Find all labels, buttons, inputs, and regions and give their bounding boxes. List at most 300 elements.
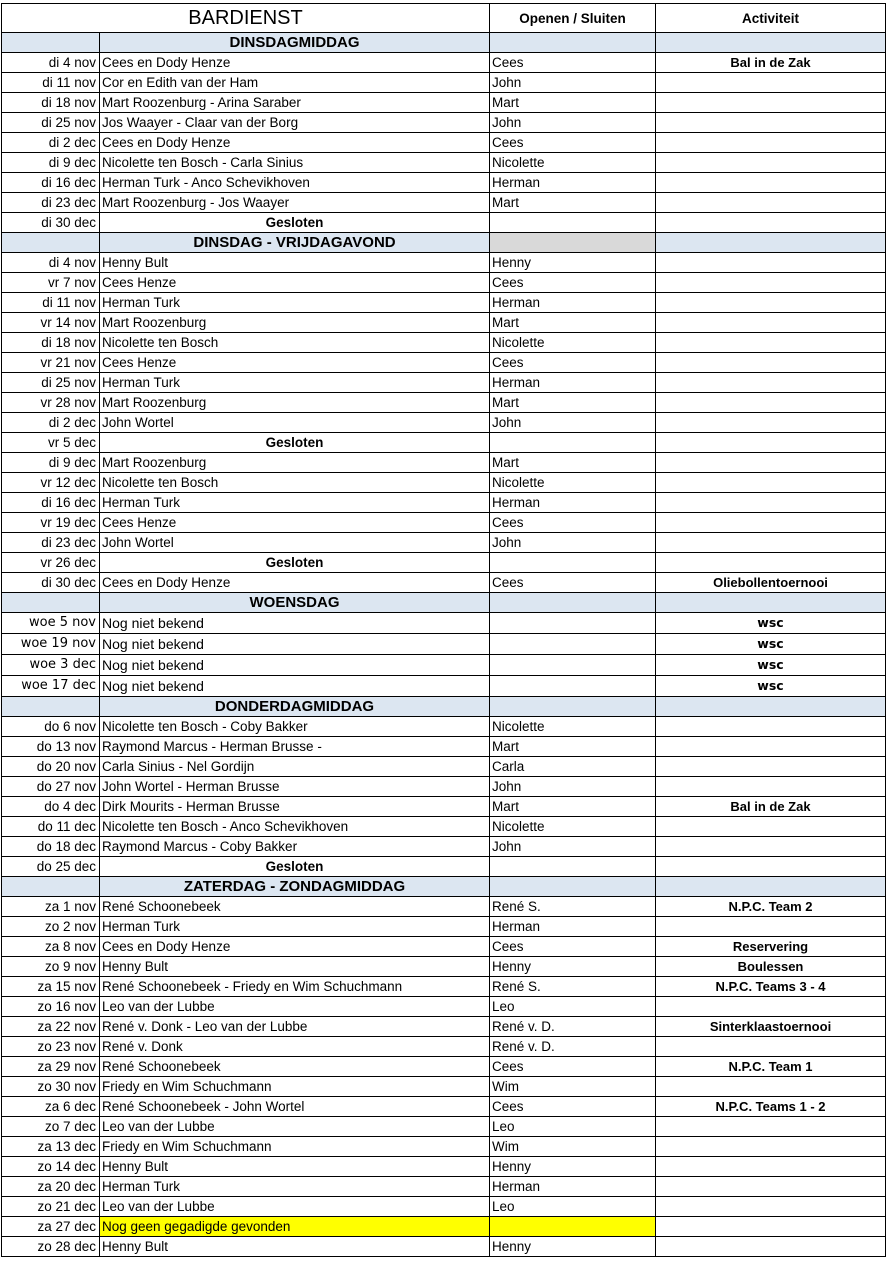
schedule-row bbox=[2, 957, 886, 977]
bartender-name: Herman Turk bbox=[100, 373, 490, 393]
activity-cell bbox=[656, 917, 886, 937]
bartender-name: John Wortel bbox=[100, 413, 490, 433]
date-cell: di 30 dec bbox=[2, 213, 100, 233]
date-cell: za 1 nov bbox=[2, 897, 100, 917]
section-header-row bbox=[2, 593, 886, 613]
open-close-person: René S. bbox=[490, 977, 656, 997]
activity-cell bbox=[656, 293, 886, 313]
page-title: BARDIENST bbox=[2, 4, 490, 33]
schedule-row bbox=[2, 613, 886, 634]
date-cell: do 18 dec bbox=[2, 837, 100, 857]
date-cell: di 16 dec bbox=[2, 493, 100, 513]
activity-cell bbox=[656, 1237, 886, 1257]
section-open-cell bbox=[490, 33, 656, 53]
section-header-row bbox=[2, 33, 886, 53]
bardienst-schedule-table bbox=[1, 3, 886, 1257]
schedule-row bbox=[2, 553, 886, 573]
date-cell: zo 23 nov bbox=[2, 1037, 100, 1057]
bartender-name: Herman Turk bbox=[100, 293, 490, 313]
schedule-row bbox=[2, 353, 886, 373]
bartender-name: Cees en Dody Henze bbox=[100, 53, 490, 73]
bartender-name: Mart Roozenburg bbox=[100, 393, 490, 413]
open-close-person: Cees bbox=[490, 53, 656, 73]
open-close-person: Herman bbox=[490, 917, 656, 937]
schedule-row bbox=[2, 1077, 886, 1097]
activity-cell bbox=[656, 153, 886, 173]
schedule-row bbox=[2, 253, 886, 273]
bartender-name: Jos Waayer - Claar van der Borg bbox=[100, 113, 490, 133]
open-close-person: Leo bbox=[490, 1197, 656, 1217]
activity-cell bbox=[656, 1217, 886, 1237]
activity-cell bbox=[656, 1117, 886, 1137]
open-close-person bbox=[490, 676, 656, 697]
schedule-row bbox=[2, 413, 886, 433]
bartender-name: Herman Turk bbox=[100, 493, 490, 513]
open-close-person bbox=[490, 857, 656, 877]
bartender-name: Mart Roozenburg - Arina Saraber bbox=[100, 93, 490, 113]
activity-cell bbox=[656, 133, 886, 153]
open-close-person: René v. D. bbox=[490, 1017, 656, 1037]
open-close-person: John bbox=[490, 413, 656, 433]
section-spacer-cell bbox=[2, 233, 100, 253]
open-close-person: Nicolette bbox=[490, 333, 656, 353]
open-close-person: René v. D. bbox=[490, 1037, 656, 1057]
activity-cell: wsc bbox=[656, 634, 886, 655]
schedule-row bbox=[2, 1157, 886, 1177]
open-close-person: John bbox=[490, 533, 656, 553]
open-close-person: Carla bbox=[490, 757, 656, 777]
schedule-body bbox=[2, 4, 886, 1257]
closed-label: Gesloten bbox=[100, 857, 490, 877]
activity-cell bbox=[656, 493, 886, 513]
schedule-row bbox=[2, 817, 886, 837]
open-close-person bbox=[490, 433, 656, 453]
date-cell: zo 14 dec bbox=[2, 1157, 100, 1177]
schedule-row bbox=[2, 393, 886, 413]
schedule-row bbox=[2, 1137, 886, 1157]
date-cell: za 20 dec bbox=[2, 1177, 100, 1197]
date-cell: vr 14 nov bbox=[2, 313, 100, 333]
schedule-row bbox=[2, 777, 886, 797]
activity-cell bbox=[656, 1137, 886, 1157]
date-cell: do 11 dec bbox=[2, 817, 100, 837]
activity-cell bbox=[656, 717, 886, 737]
schedule-row bbox=[2, 1117, 886, 1137]
activity-cell bbox=[656, 333, 886, 353]
schedule-row bbox=[2, 1237, 886, 1257]
activity-cell: Reservering bbox=[656, 937, 886, 957]
section-title: DINSDAG - VRIJDAGAVOND bbox=[100, 233, 490, 253]
activity-cell bbox=[656, 777, 886, 797]
open-close-person: Cees bbox=[490, 353, 656, 373]
open-close-person: Mart bbox=[490, 93, 656, 113]
bartender-name: Cees Henze bbox=[100, 353, 490, 373]
activity-cell bbox=[656, 737, 886, 757]
section-spacer-cell bbox=[2, 593, 100, 613]
section-activity-cell bbox=[656, 877, 886, 897]
open-close-person: Henny bbox=[490, 253, 656, 273]
schedule-row bbox=[2, 173, 886, 193]
open-close-person: Cees bbox=[490, 273, 656, 293]
open-close-person: John bbox=[490, 837, 656, 857]
date-cell: di 11 nov bbox=[2, 73, 100, 93]
activity-cell bbox=[656, 473, 886, 493]
bartender-name: Carla Sinius - Nel Gordijn bbox=[100, 757, 490, 777]
open-close-person: John bbox=[490, 113, 656, 133]
section-activity-cell bbox=[656, 33, 886, 53]
open-close-person bbox=[490, 213, 656, 233]
activity-cell bbox=[656, 313, 886, 333]
bartender-name: Henny Bult bbox=[100, 1157, 490, 1177]
open-close-person: Mart bbox=[490, 393, 656, 413]
schedule-row bbox=[2, 634, 886, 655]
section-header-row bbox=[2, 697, 886, 717]
open-close-person: Henny bbox=[490, 957, 656, 977]
section-activity-cell bbox=[656, 593, 886, 613]
date-cell: do 25 dec bbox=[2, 857, 100, 877]
bartender-name: John Wortel - Herman Brusse bbox=[100, 777, 490, 797]
activity-cell bbox=[656, 513, 886, 533]
open-close-person: Leo bbox=[490, 1117, 656, 1137]
schedule-row bbox=[2, 797, 886, 817]
bartender-name: Nog niet bekend bbox=[100, 676, 490, 697]
date-cell: di 4 nov bbox=[2, 253, 100, 273]
date-cell: zo 16 nov bbox=[2, 997, 100, 1017]
open-close-person: Leo bbox=[490, 997, 656, 1017]
bartender-name: Nicolette ten Bosch - Anco Schevikhoven bbox=[100, 817, 490, 837]
date-cell: do 4 dec bbox=[2, 797, 100, 817]
bartender-name: Leo van der Lubbe bbox=[100, 1117, 490, 1137]
bartender-name: Henny Bult bbox=[100, 253, 490, 273]
date-cell: za 27 dec bbox=[2, 1217, 100, 1237]
schedule-row bbox=[2, 676, 886, 697]
schedule-row bbox=[2, 493, 886, 513]
open-close-person: Mart bbox=[490, 737, 656, 757]
date-cell: zo 28 dec bbox=[2, 1237, 100, 1257]
date-cell: vr 21 nov bbox=[2, 353, 100, 373]
date-cell: zo 30 nov bbox=[2, 1077, 100, 1097]
column-header-activity: Activiteit bbox=[656, 4, 886, 33]
open-close-person: Herman bbox=[490, 493, 656, 513]
open-close-person: Nicolette bbox=[490, 817, 656, 837]
activity-cell: N.P.C. Teams 1 - 2 bbox=[656, 1097, 886, 1117]
section-spacer-cell bbox=[2, 877, 100, 897]
open-close-person: Herman bbox=[490, 373, 656, 393]
date-cell: za 13 dec bbox=[2, 1137, 100, 1157]
activity-cell: Bal in de Zak bbox=[656, 53, 886, 73]
date-cell: za 6 dec bbox=[2, 1097, 100, 1117]
schedule-row bbox=[2, 1177, 886, 1197]
open-close-person: Cees bbox=[490, 1057, 656, 1077]
open-close-person: Cees bbox=[490, 133, 656, 153]
schedule-row bbox=[2, 573, 886, 593]
schedule-row bbox=[2, 93, 886, 113]
open-close-person: Cees bbox=[490, 513, 656, 533]
bartender-name: Cor en Edith van der Ham bbox=[100, 73, 490, 93]
schedule-row bbox=[2, 737, 886, 757]
bartender-name: Cees en Dody Henze bbox=[100, 133, 490, 153]
activity-cell bbox=[656, 413, 886, 433]
schedule-row bbox=[2, 73, 886, 93]
closed-label: Gesloten bbox=[100, 213, 490, 233]
open-close-person bbox=[490, 613, 656, 634]
schedule-row bbox=[2, 757, 886, 777]
date-cell: vr 5 dec bbox=[2, 433, 100, 453]
date-cell: do 20 nov bbox=[2, 757, 100, 777]
date-cell: vr 26 dec bbox=[2, 553, 100, 573]
date-cell: vr 12 dec bbox=[2, 473, 100, 493]
schedule-row bbox=[2, 937, 886, 957]
bartender-name: Nog niet bekend bbox=[100, 613, 490, 634]
open-close-person: Mart bbox=[490, 797, 656, 817]
section-title: WOENSDAG bbox=[100, 593, 490, 613]
open-close-person: Mart bbox=[490, 193, 656, 213]
section-open-cell bbox=[490, 697, 656, 717]
section-title: ZATERDAG - ZONDAGMIDDAG bbox=[100, 877, 490, 897]
schedule-row bbox=[2, 977, 886, 997]
bartender-name: Cees Henze bbox=[100, 513, 490, 533]
date-cell: di 23 dec bbox=[2, 193, 100, 213]
schedule-row bbox=[2, 453, 886, 473]
closed-label: Gesloten bbox=[100, 433, 490, 453]
open-close-person: Nicolette bbox=[490, 717, 656, 737]
activity-cell bbox=[656, 113, 886, 133]
bartender-name: Henny Bult bbox=[100, 1237, 490, 1257]
date-cell: za 15 nov bbox=[2, 977, 100, 997]
bartender-name: Cees Henze bbox=[100, 273, 490, 293]
bartender-name: Dirk Mourits - Herman Brusse bbox=[100, 797, 490, 817]
open-close-person: Nicolette bbox=[490, 153, 656, 173]
activity-cell: Oliebollentoernooi bbox=[656, 573, 886, 593]
section-spacer-cell bbox=[2, 33, 100, 53]
bartender-name: René Schoonebeek - Friedy en Wim Schuchmann bbox=[100, 977, 490, 997]
date-cell: woe 19 nov bbox=[2, 634, 100, 655]
activity-cell bbox=[656, 73, 886, 93]
activity-cell: wsc bbox=[656, 655, 886, 676]
schedule-row bbox=[2, 473, 886, 493]
date-cell: di 16 dec bbox=[2, 173, 100, 193]
schedule-row bbox=[2, 717, 886, 737]
bartender-name: Nog geen gegadigde gevonden bbox=[100, 1217, 490, 1237]
section-header-row bbox=[2, 877, 886, 897]
open-close-person: Cees bbox=[490, 937, 656, 957]
section-open-cell bbox=[490, 877, 656, 897]
open-close-person: Herman bbox=[490, 173, 656, 193]
activity-cell bbox=[656, 817, 886, 837]
activity-cell: N.P.C. Team 1 bbox=[656, 1057, 886, 1077]
activity-cell: Boulessen bbox=[656, 957, 886, 977]
activity-cell bbox=[656, 253, 886, 273]
date-cell: di 30 dec bbox=[2, 573, 100, 593]
schedule-row bbox=[2, 133, 886, 153]
bartender-name: Nicolette ten Bosch bbox=[100, 473, 490, 493]
schedule-row bbox=[2, 897, 886, 917]
schedule-row bbox=[2, 273, 886, 293]
schedule-row bbox=[2, 113, 886, 133]
date-cell: vr 28 nov bbox=[2, 393, 100, 413]
bartender-name: René v. Donk bbox=[100, 1037, 490, 1057]
date-cell: di 25 nov bbox=[2, 373, 100, 393]
date-cell: di 25 nov bbox=[2, 113, 100, 133]
section-header-row bbox=[2, 233, 886, 253]
date-cell: zo 9 nov bbox=[2, 957, 100, 977]
open-close-person: Herman bbox=[490, 293, 656, 313]
schedule-row bbox=[2, 153, 886, 173]
date-cell: zo 7 dec bbox=[2, 1117, 100, 1137]
date-cell: di 2 dec bbox=[2, 413, 100, 433]
activity-cell bbox=[656, 757, 886, 777]
open-close-person: Henny bbox=[490, 1237, 656, 1257]
open-close-person: Wim bbox=[490, 1137, 656, 1157]
date-cell: do 6 nov bbox=[2, 717, 100, 737]
open-close-person: Nicolette bbox=[490, 473, 656, 493]
header-row bbox=[2, 4, 886, 33]
open-close-person: Cees bbox=[490, 573, 656, 593]
date-cell: do 13 nov bbox=[2, 737, 100, 757]
activity-cell: wsc bbox=[656, 613, 886, 634]
bartender-name: Herman Turk - Anco Schevikhoven bbox=[100, 173, 490, 193]
schedule-row bbox=[2, 293, 886, 313]
open-close-person bbox=[490, 634, 656, 655]
date-cell: di 2 dec bbox=[2, 133, 100, 153]
schedule-row bbox=[2, 193, 886, 213]
schedule-row bbox=[2, 1217, 886, 1237]
activity-cell bbox=[656, 1197, 886, 1217]
activity-cell bbox=[656, 193, 886, 213]
activity-cell bbox=[656, 393, 886, 413]
date-cell: di 11 nov bbox=[2, 293, 100, 313]
date-cell: di 9 dec bbox=[2, 153, 100, 173]
bartender-name: Herman Turk bbox=[100, 917, 490, 937]
bartender-name: Raymond Marcus - Coby Bakker bbox=[100, 837, 490, 857]
open-close-person: Cees bbox=[490, 1097, 656, 1117]
schedule-row bbox=[2, 333, 886, 353]
date-cell: di 4 nov bbox=[2, 53, 100, 73]
activity-cell bbox=[656, 353, 886, 373]
schedule-row bbox=[2, 513, 886, 533]
bartender-name: Mart Roozenburg bbox=[100, 313, 490, 333]
activity-cell: N.P.C. Teams 3 - 4 bbox=[656, 977, 886, 997]
activity-cell bbox=[656, 997, 886, 1017]
activity-cell bbox=[656, 837, 886, 857]
bartender-name: René v. Donk - Leo van der Lubbe bbox=[100, 1017, 490, 1037]
schedule-row bbox=[2, 1037, 886, 1057]
bartender-name: Herman Turk bbox=[100, 1177, 490, 1197]
bartender-name: Mart Roozenburg bbox=[100, 453, 490, 473]
section-title: DINSDAGMIDDAG bbox=[100, 33, 490, 53]
open-close-person: Mart bbox=[490, 453, 656, 473]
bartender-name: René Schoonebeek - John Wortel bbox=[100, 1097, 490, 1117]
section-open-cell bbox=[490, 593, 656, 613]
activity-cell bbox=[656, 453, 886, 473]
date-cell: woe 3 dec bbox=[2, 655, 100, 676]
open-close-person: John bbox=[490, 777, 656, 797]
date-cell: di 9 dec bbox=[2, 453, 100, 473]
activity-cell bbox=[656, 1037, 886, 1057]
date-cell: zo 2 nov bbox=[2, 917, 100, 937]
schedule-row bbox=[2, 1197, 886, 1217]
date-cell: di 18 nov bbox=[2, 333, 100, 353]
bartender-name: Raymond Marcus - Herman Brusse - bbox=[100, 737, 490, 757]
activity-cell bbox=[656, 1077, 886, 1097]
activity-cell bbox=[656, 93, 886, 113]
schedule-row bbox=[2, 655, 886, 676]
date-cell: di 23 dec bbox=[2, 533, 100, 553]
column-header-open-close: Openen / Sluiten bbox=[490, 4, 656, 33]
bartender-name: Friedy en Wim Schuchmann bbox=[100, 1137, 490, 1157]
bartender-name: René Schoonebeek bbox=[100, 1057, 490, 1077]
activity-cell bbox=[656, 857, 886, 877]
schedule-row bbox=[2, 433, 886, 453]
date-cell: woe 5 nov bbox=[2, 613, 100, 634]
bartender-name: Cees en Dody Henze bbox=[100, 937, 490, 957]
date-cell: zo 21 dec bbox=[2, 1197, 100, 1217]
schedule-row bbox=[2, 373, 886, 393]
closed-label: Gesloten bbox=[100, 553, 490, 573]
schedule-row bbox=[2, 1097, 886, 1117]
date-cell: vr 7 nov bbox=[2, 273, 100, 293]
date-cell: za 8 nov bbox=[2, 937, 100, 957]
open-close-person: Henny bbox=[490, 1157, 656, 1177]
bartender-name: Leo van der Lubbe bbox=[100, 1197, 490, 1217]
open-close-person: René S. bbox=[490, 897, 656, 917]
activity-cell bbox=[656, 433, 886, 453]
bartender-name: Nog niet bekend bbox=[100, 634, 490, 655]
activity-cell bbox=[656, 1177, 886, 1197]
bartender-name: Mart Roozenburg - Jos Waayer bbox=[100, 193, 490, 213]
schedule-row bbox=[2, 857, 886, 877]
date-cell: za 22 nov bbox=[2, 1017, 100, 1037]
schedule-row bbox=[2, 1017, 886, 1037]
activity-cell bbox=[656, 273, 886, 293]
bartender-name: Henny Bult bbox=[100, 957, 490, 977]
date-cell: vr 19 dec bbox=[2, 513, 100, 533]
activity-cell: Sinterklaastoernooi bbox=[656, 1017, 886, 1037]
section-spacer-cell bbox=[2, 697, 100, 717]
activity-cell bbox=[656, 533, 886, 553]
section-open-cell bbox=[490, 233, 656, 253]
activity-cell bbox=[656, 373, 886, 393]
section-activity-cell bbox=[656, 233, 886, 253]
section-activity-cell bbox=[656, 697, 886, 717]
activity-cell bbox=[656, 1157, 886, 1177]
bartender-name: Leo van der Lubbe bbox=[100, 997, 490, 1017]
activity-cell bbox=[656, 173, 886, 193]
open-close-person: Wim bbox=[490, 1077, 656, 1097]
schedule-row bbox=[2, 213, 886, 233]
bartender-name: Friedy en Wim Schuchmann bbox=[100, 1077, 490, 1097]
open-close-person: John bbox=[490, 73, 656, 93]
section-title: DONDERDAGMIDDAG bbox=[100, 697, 490, 717]
schedule-row bbox=[2, 837, 886, 857]
bartender-name: Nicolette ten Bosch - Carla Sinius bbox=[100, 153, 490, 173]
bartender-name: Nicolette ten Bosch bbox=[100, 333, 490, 353]
open-close-person: Herman bbox=[490, 1177, 656, 1197]
activity-cell: Bal in de Zak bbox=[656, 797, 886, 817]
bartender-name: John Wortel bbox=[100, 533, 490, 553]
activity-cell: wsc bbox=[656, 676, 886, 697]
bartender-name: Cees en Dody Henze bbox=[100, 573, 490, 593]
open-close-person bbox=[490, 553, 656, 573]
schedule-row bbox=[2, 53, 886, 73]
schedule-row bbox=[2, 1057, 886, 1077]
bartender-name: René Schoonebeek bbox=[100, 897, 490, 917]
open-close-person: Mart bbox=[490, 313, 656, 333]
date-cell: do 27 nov bbox=[2, 777, 100, 797]
activity-cell bbox=[656, 553, 886, 573]
date-cell: woe 17 dec bbox=[2, 676, 100, 697]
bartender-name: Nog niet bekend bbox=[100, 655, 490, 676]
